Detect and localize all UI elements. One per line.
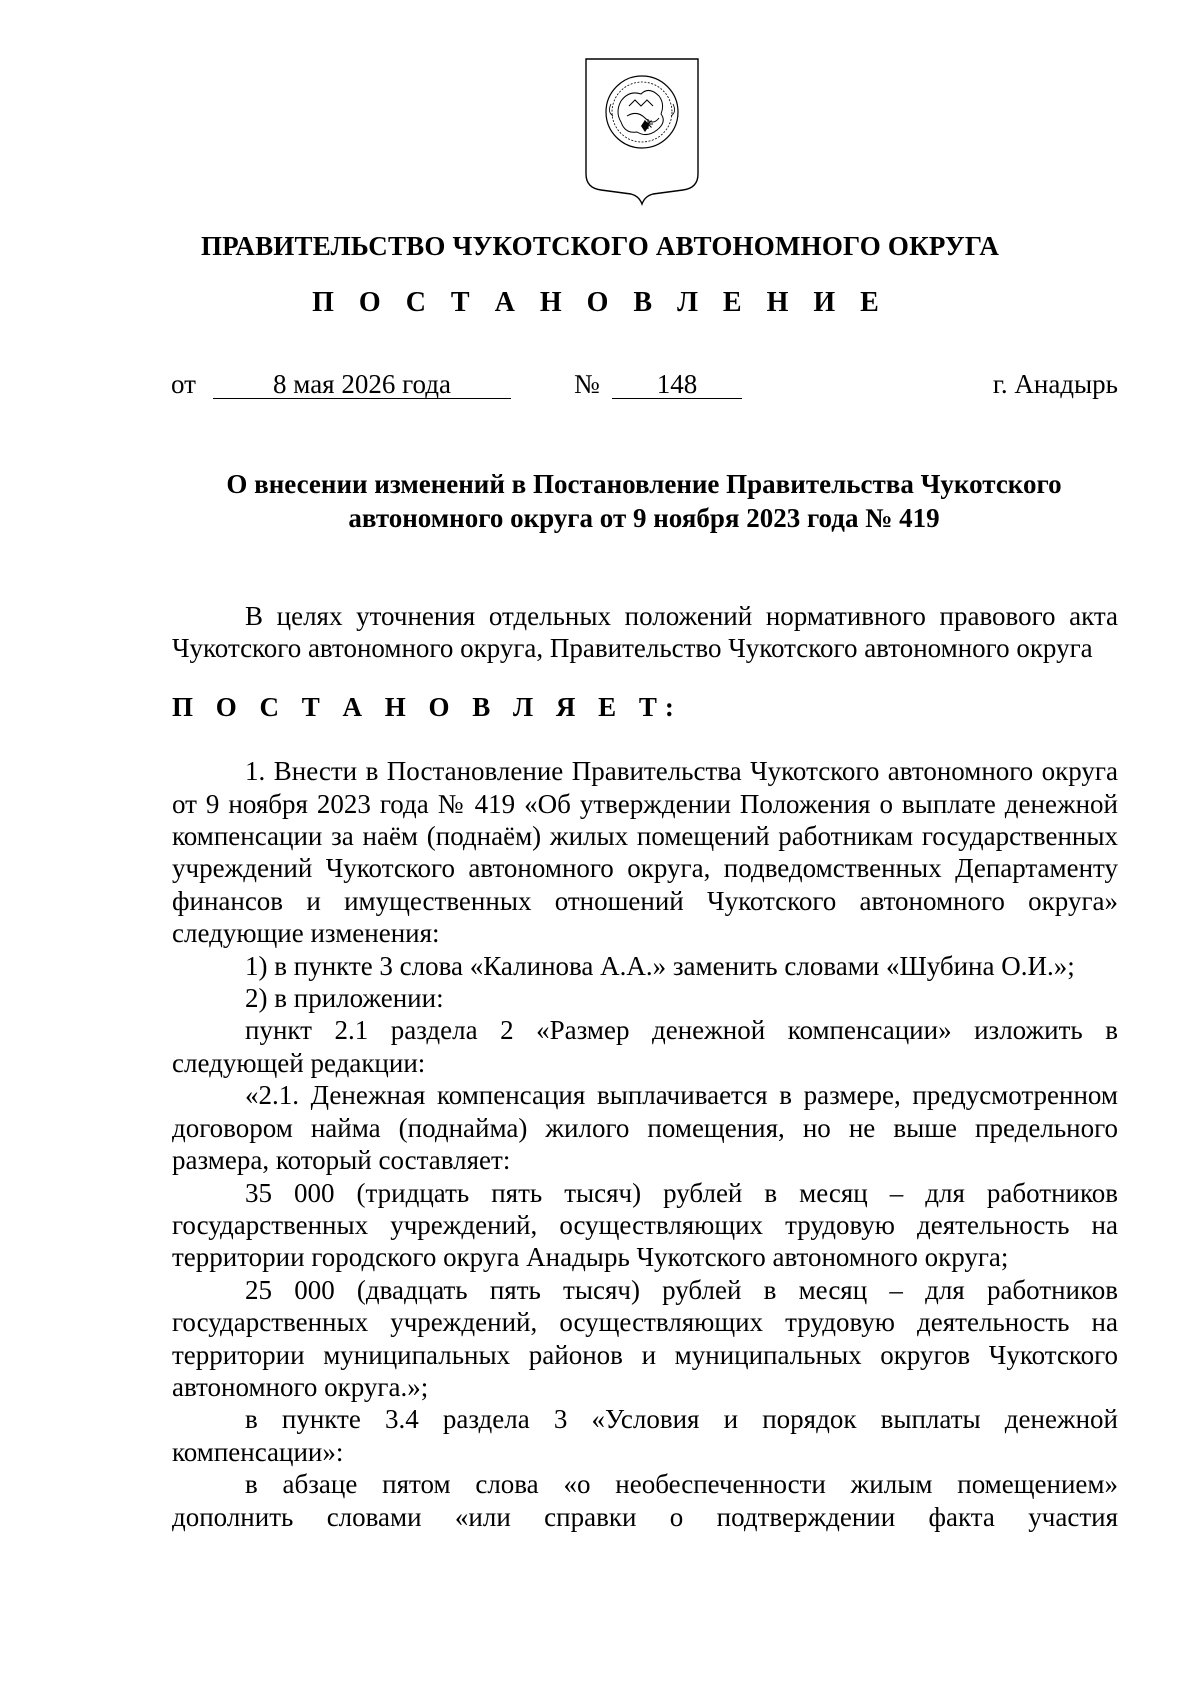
document-date: 8 мая 2026 года [213,368,511,399]
preamble-paragraph: В целях уточнения отдельных положений нормативного правового акта Чукотского автономного округа, Правительство Чукотского автономного округа [172,601,1118,664]
body-paragraph: в абзаце пятом слова «о необеспеченности жилым помещением» дополнить словами «или справки о подтверждении факта участия [172,1469,1118,1532]
document-type-heading: П О С Т А Н О В Л Е Н И Е [312,287,888,318]
decree-heading: П О С Т А Н О В Л Я Е Т: [172,691,682,722]
body-paragraph: в пункте 3.4 раздела 3 «Условия и порядок выплаты денежной компенсации»: [172,1404,1118,1467]
body-paragraph: 2) в приложении: [245,983,444,1014]
document-city: г. Анадырь [992,369,1118,399]
body-paragraph: 1. Внести в Постановление Правительства Чукотского автономного округа от 9 ноября 2023 года № 419 «Об утверждении Положения о выплате денежной компенсации за наём (поднаём) жилых помещений работникам государственных учреждений Чукотского автономного округа, подведомственных Департаменту финансов и имущественных отношений Чукотского автономного округа» следующие изменения: [172,756,1118,949]
body-paragraph: пункт 2.1 раздела 2 «Размер денежной компенсации» изложить в следующей редакции: [172,1015,1118,1078]
body-paragraph: 35 000 (тридцать пять тысяч) рублей в месяц – для работников государственных учреждений, осуществляющих трудовую деятельность на территории городского округа Анадырь Чукотского автономного округа; [172,1177,1118,1273]
document-body [172,600,1118,1533]
document-number: 148 [612,368,742,399]
coat-of-arms-emblem [583,56,701,206]
body-paragraph: 1) в пункте 3 слова «Калинова А.А.» заменить словами «Шубина О.И.»; [245,950,1075,981]
document-subject: О внесении изменений в Постановление Правительства Чукотского автономного округа от 9 ноября 2023 года № 419 [226,469,1062,533]
date-from-label: от [171,369,196,399]
body-paragraph: 25 000 (двадцать пять тысяч) рублей в месяц – для работников государственных учреждений, осуществляющих трудовую деятельность на территории муниципальных районов и муниципальных округов Чукотского автономного округа.»; [172,1274,1118,1402]
number-label: № [574,369,600,399]
body-paragraph: «2.1. Денежная компенсация выплачивается в размере, предусмотренном договором найма (поднайма) жилого помещения, но не выше предельного размера, который составляет: [172,1080,1118,1176]
government-title: ПРАВИТЕЛЬСТВО ЧУКОТСКОГО АВТОНОМНОГО ОКРУГА [200,231,1000,261]
